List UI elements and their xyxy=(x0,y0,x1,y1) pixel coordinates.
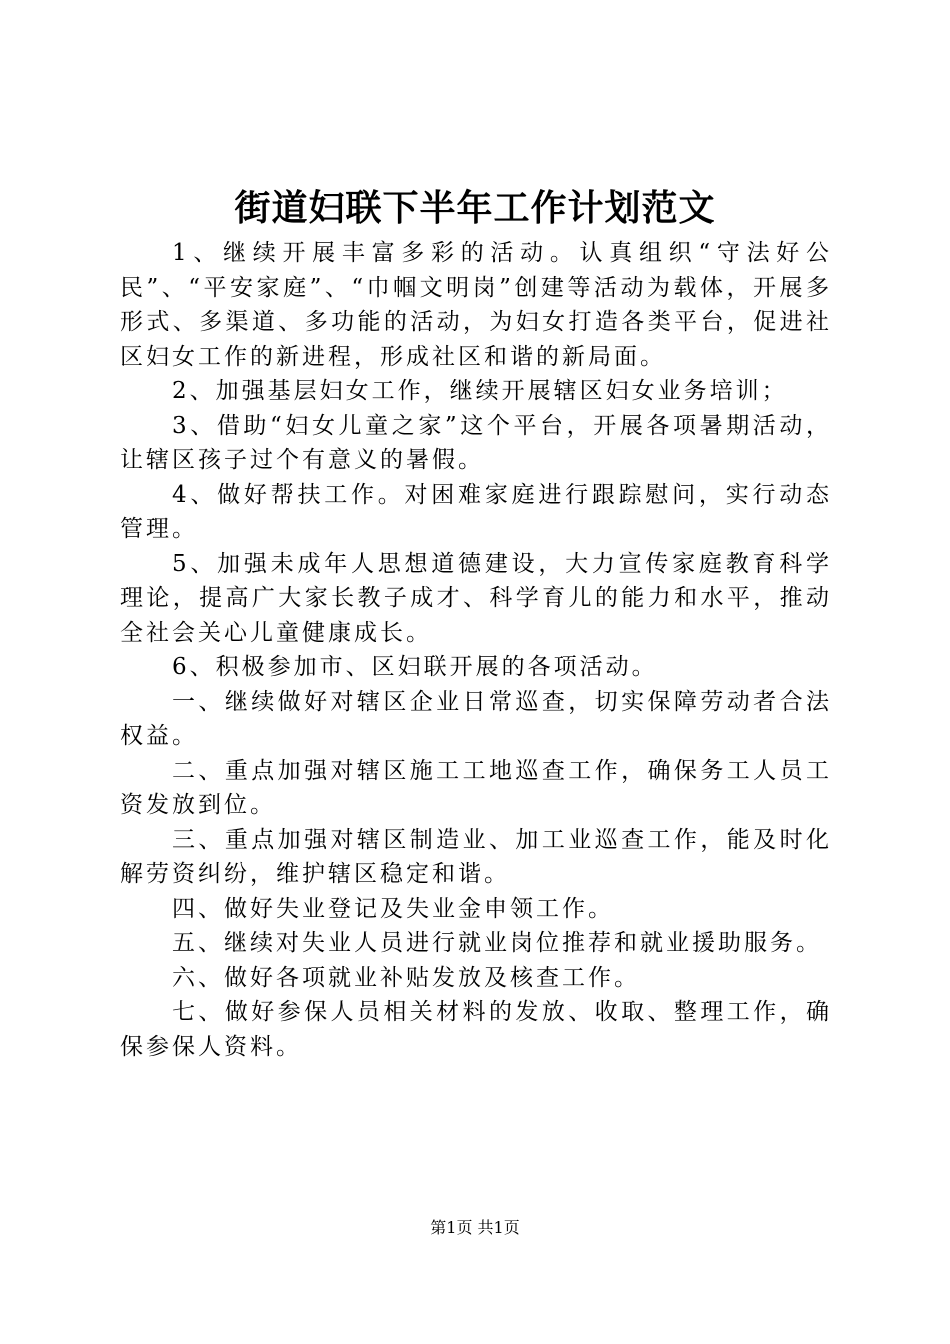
paragraph-2: 2、加强基层妇女工作，继续开展辖区妇女业务培训； xyxy=(172,378,788,404)
paragraph-5: 5、加强未成年人思想道德建设，大力宣传家庭教育科学理论，提高广大家长教子成才、科学育儿的能力和水平，推动全社会关心儿童健康成长。 xyxy=(120,550,832,646)
paragraph-4: 4、做好帮扶工作。对困难家庭进行跟踪慰问，实行动态管理。 xyxy=(120,481,832,542)
page-footer: 第1页 共1页 xyxy=(430,1218,520,1237)
paragraph-9: 三、重点加强对辖区制造业、加工业巡查工作，能及时化解劳资纠纷，维护辖区稳定和谐。 xyxy=(120,826,832,887)
paragraph-12: 六、做好各项就业补贴发放及核查工作。 xyxy=(172,964,640,991)
paragraph-1: 1、继续开展丰富多彩的活动。认真组织“守法好公民”、“平安家庭”、“巾帼文明岗”创建等活动为载体，开展多形式、多渠道、多功能的活动，为妇女打造各类平台，促进社区妇女工作的新进程，形成社区和谐的新局面。 xyxy=(120,240,832,370)
paragraph-11: 五、继续对失业人员进行就业岗位推荐和就业援助服务。 xyxy=(172,930,822,956)
paragraph-8: 二、重点加强对辖区施工工地巡查工作，确保务工人员工资发放到位。 xyxy=(120,757,832,818)
document-title: 街道妇联下半年工作计划范文 xyxy=(234,187,716,229)
paragraph-7: 一、继续做好对辖区企业日常巡查，切实保障劳动者合法权益。 xyxy=(120,688,832,749)
paragraph-6: 6、积极参加市、区妇联开展的各项活动。 xyxy=(172,654,658,680)
document-body xyxy=(120,236,832,1064)
paragraph-3: 3、借助“妇女儿童之家”这个平台，开展各项暑期活动，让辖区孩子过个有意义的暑假。 xyxy=(120,412,832,473)
paragraph-10: 四、做好失业登记及失业金申领工作。 xyxy=(172,895,614,922)
paragraph-13: 七、做好参保人员相关材料的发放、收取、整理工作，确保参保人资料。 xyxy=(120,999,832,1060)
